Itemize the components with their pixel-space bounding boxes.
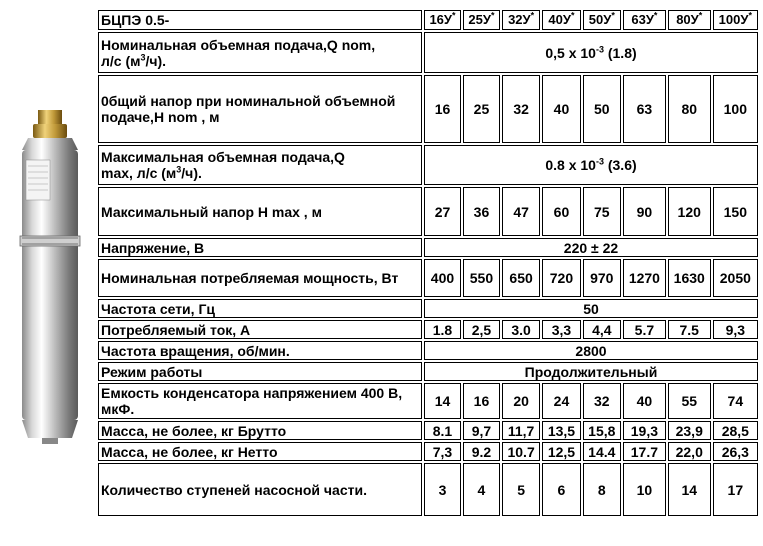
cell-value: 3 — [424, 463, 461, 516]
cell-value: 74 — [713, 383, 758, 419]
row-label: Емкость конденсатора напряжением 400 В, мкФ. — [98, 383, 422, 419]
cell-value: 100 — [713, 75, 758, 143]
cell-value: 4,4 — [583, 320, 621, 339]
row-value: 220 ± 22 — [424, 238, 758, 257]
row-label: Номинальная объемная подача,Q nom, л/с $(м^3/ч)$. — [98, 32, 422, 73]
cell-value: 32 — [502, 75, 540, 143]
cell-value: 80 — [668, 75, 711, 143]
cell-value: 63 — [623, 75, 666, 143]
cell-value: 47 — [502, 187, 540, 236]
table-row — [98, 187, 758, 236]
cell-value: 90 — [623, 187, 666, 236]
row-label: Масса, не более, кг Брутто — [98, 421, 422, 440]
cell-value: 400 — [424, 259, 461, 297]
cell-value: 25 — [463, 75, 500, 143]
cell-value: 19,3 — [623, 421, 666, 440]
row-label: Частота сети, Гц — [98, 299, 422, 318]
cell-value: 4 — [463, 463, 500, 516]
table-row — [98, 238, 758, 257]
row-label: Частота вращения, об/мин. — [98, 341, 422, 360]
table-row — [98, 299, 758, 318]
row-label: Количество ступеней насосной части. — [98, 463, 422, 516]
model-header: 50У* — [583, 10, 621, 30]
model-header: 25У* — [463, 10, 500, 30]
cell-value: 120 — [668, 187, 711, 236]
cell-value: 20 — [502, 383, 540, 419]
cell-value: 40 — [542, 75, 580, 143]
row-label: Потребляемый ток, А — [98, 320, 422, 339]
pump-image — [0, 0, 96, 546]
cell-value: 9,3 — [713, 320, 758, 339]
row-value: 0.8 x $10^{-3}$ (3.6) — [424, 145, 758, 185]
cell-value: 24 — [542, 383, 580, 419]
cell-value: 17 — [713, 463, 758, 516]
cell-value: 16 — [424, 75, 461, 143]
table-row — [98, 32, 758, 73]
cell-value: 23,9 — [668, 421, 711, 440]
row-value: 50 — [424, 299, 758, 318]
cell-value: 7,3 — [424, 442, 461, 461]
table-row — [98, 463, 758, 516]
cell-value: 8 — [583, 463, 621, 516]
cell-value: 150 — [713, 187, 758, 236]
cell-value: 720 — [542, 259, 580, 297]
row-label: Номинальная потребляемая мощность, Вт — [98, 259, 422, 297]
model-header: 80У* — [668, 10, 711, 30]
row-value: Продолжительный — [424, 362, 758, 381]
cell-value: 3.0 — [502, 320, 540, 339]
cell-value: 14.4 — [583, 442, 621, 461]
cell-value: 1270 — [623, 259, 666, 297]
row-label: Напряжение, В — [98, 238, 422, 257]
cell-value: 3,3 — [542, 320, 580, 339]
header-row — [98, 10, 758, 30]
cell-value: 7.5 — [668, 320, 711, 339]
table-row — [98, 320, 758, 339]
cell-value: 32 — [583, 383, 621, 419]
cell-value: 9,7 — [463, 421, 500, 440]
cell-value: 2050 — [713, 259, 758, 297]
cell-value: 5 — [502, 463, 540, 516]
cell-value: 10.7 — [502, 442, 540, 461]
row-label: Масса, не более, кг Нетто — [98, 442, 422, 461]
cell-value: 970 — [583, 259, 621, 297]
cell-value: 10 — [623, 463, 666, 516]
cell-value: 36 — [463, 187, 500, 236]
cell-value: 11,7 — [502, 421, 540, 440]
cell-value: 28,5 — [713, 421, 758, 440]
row-label: Максимальная объемная подача,Q max, л/с $(м^3/ч)$. — [98, 145, 422, 185]
cell-value: 27 — [424, 187, 461, 236]
cell-value: 9.2 — [463, 442, 500, 461]
cell-value: 5.7 — [623, 320, 666, 339]
row-value: 0,5 x $10^{-3}$ (1.8) — [424, 32, 758, 73]
row-label: Режим работы — [98, 362, 422, 381]
cell-value: 13,5 — [542, 421, 580, 440]
model-header: 32У* — [502, 10, 540, 30]
table-row — [98, 75, 758, 143]
table-row — [98, 383, 758, 419]
cell-value: 50 — [583, 75, 621, 143]
cell-value: 15,8 — [583, 421, 621, 440]
cell-value: 40 — [623, 383, 666, 419]
cell-value: 2,5 — [463, 320, 500, 339]
cell-value: 26,3 — [713, 442, 758, 461]
cell-value: 60 — [542, 187, 580, 236]
cell-value: 17.7 — [623, 442, 666, 461]
cell-value: 16 — [463, 383, 500, 419]
cell-value: 6 — [542, 463, 580, 516]
table-row — [98, 442, 758, 461]
model-header: 63У* — [623, 10, 666, 30]
model-header: 40У* — [542, 10, 580, 30]
table-title: БЦПЭ 0.5- — [98, 10, 422, 30]
cell-value: 12,5 — [542, 442, 580, 461]
cell-value: 75 — [583, 187, 621, 236]
cell-value: 14 — [424, 383, 461, 419]
cell-value: 14 — [668, 463, 711, 516]
table-row — [98, 145, 758, 185]
table-row — [98, 259, 758, 297]
cell-value: 1.8 — [424, 320, 461, 339]
row-label: Максимальный напор H max , м — [98, 187, 422, 236]
spec-table — [96, 8, 760, 518]
row-label: 0бщий напор при номинальной объемной подаче,H nom , м — [98, 75, 422, 143]
model-header: 16У* — [424, 10, 461, 30]
cell-value: 22,0 — [668, 442, 711, 461]
cell-value: 650 — [502, 259, 540, 297]
table-row — [98, 421, 758, 440]
model-header: 100У* — [713, 10, 758, 30]
cell-value: 1630 — [668, 259, 711, 297]
cell-value: 8.1 — [424, 421, 461, 440]
table-row — [98, 362, 758, 381]
cell-value: 55 — [668, 383, 711, 419]
cell-value: 550 — [463, 259, 500, 297]
row-value: 2800 — [424, 341, 758, 360]
table-row — [98, 341, 758, 360]
